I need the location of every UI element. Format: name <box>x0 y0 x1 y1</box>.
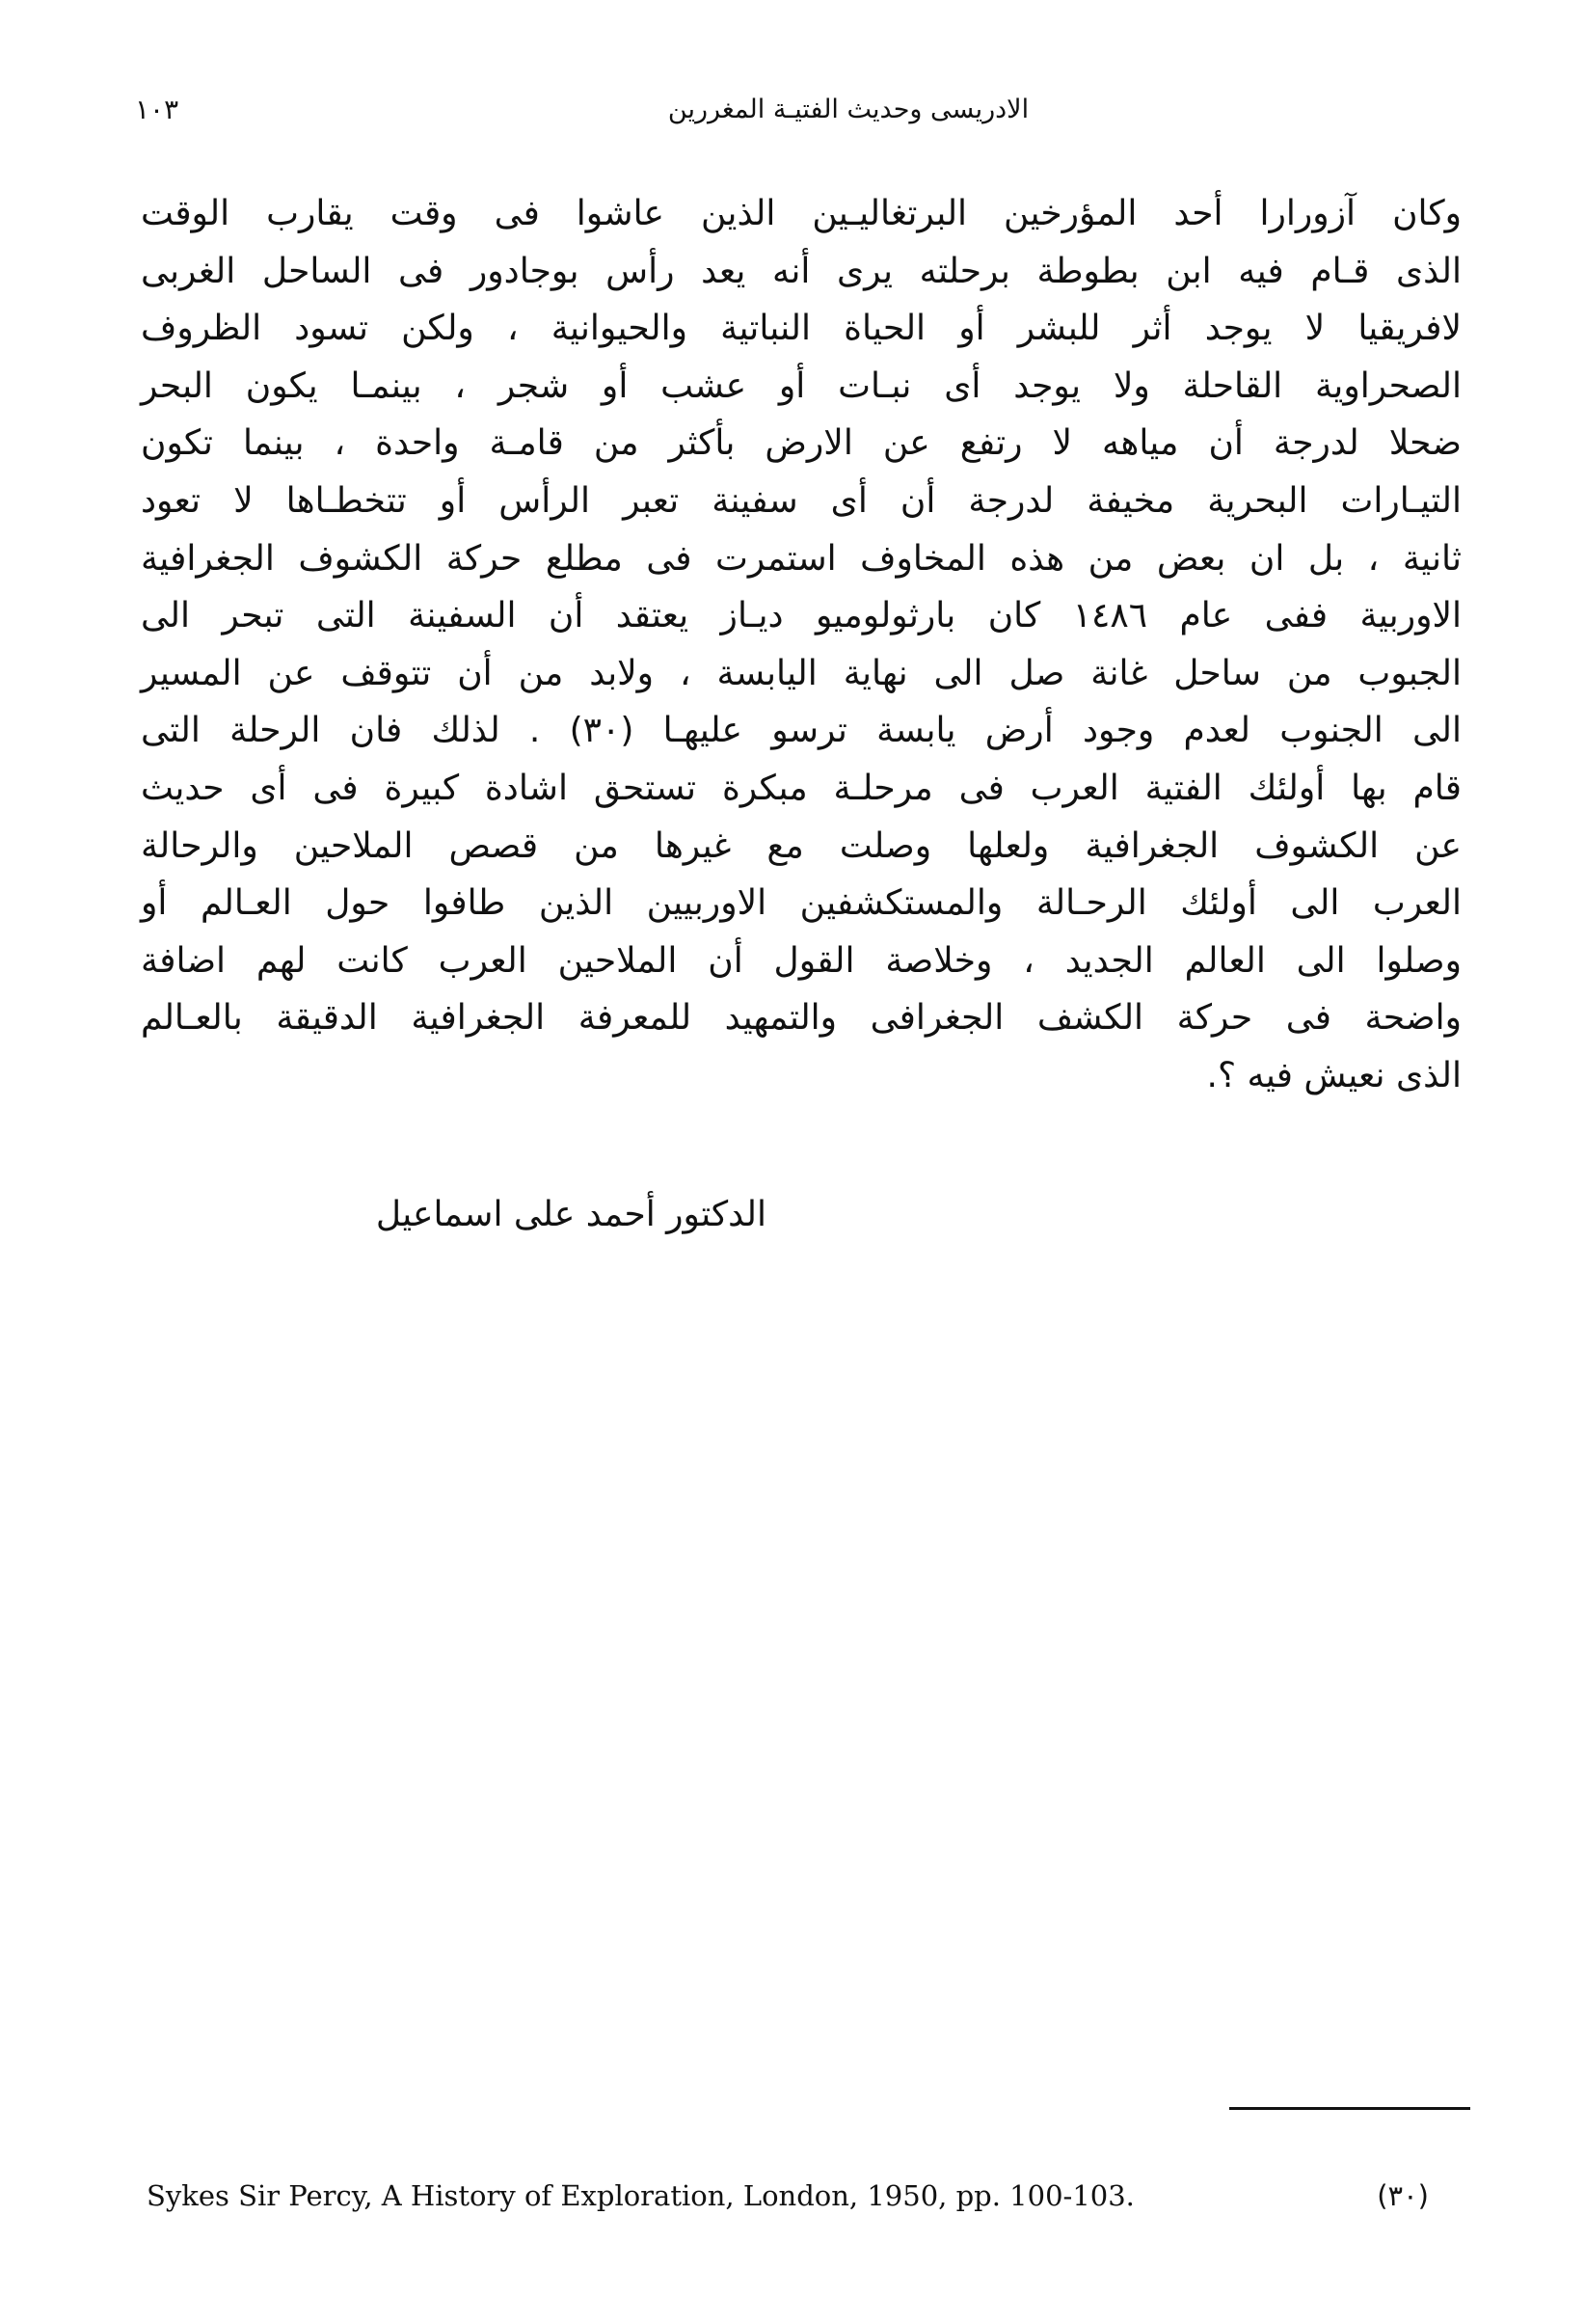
body-line: وصلوا الى العالم الجديد ، وخلاصة القول أن الملاحين العرب كانت لهم اضافة <box>141 940 1462 981</box>
author-signature: الدكتور أحمد على اسماعيل <box>375 1195 766 1234</box>
footnote-citation: Sykes Sir Percy, A History of Exploration, London, 1950, pp. 100-103. <box>147 2179 1135 2212</box>
body-line: الى الجنوب لعدم وجود أرض يابسة ترسو عليهـا (٣٠) . لذلك فان الرحلة التى <box>141 711 1462 751</box>
body-line: ضحلا لدرجة أن مياهه لا رتفع عن الارض بأكثر من قامـة واحدة ، بينما تكون <box>141 423 1462 464</box>
body-line: عن الكشوف الجغرافية ولعلها وصلت مع غيرها من قصص الملاحين والرحالة <box>141 825 1462 866</box>
body-line: التيـارات البحرية مخيفة لدرجة أن أى سفينة تعبر الرأس أو تتخطـاها لا تعود <box>141 480 1462 521</box>
page-number: ١٠٣ <box>135 94 179 125</box>
running-title: الادريسى وحديث الفتيـة المغررين <box>667 95 1030 124</box>
body-paragraph <box>141 185 1462 1105</box>
body-line: واضحة فى حركة الكشف الجغرافى والتمهيد للمعرفة الجغرافية الدقيقة بالعـالم <box>141 998 1462 1039</box>
footnote <box>147 2172 1429 2220</box>
page-header <box>135 89 1462 131</box>
body-line: الصحراوية القاحلة ولا يوجد أى نبـات أو عشب أو شجر ، بينمـا يكون البحر <box>141 365 1462 406</box>
body-line: الاوربية ففى عام ١٤٨٦ كان بارثولوميو ديـاز يعتقد أن السفينة التى تبحر الى <box>141 596 1462 636</box>
body-line: وكان آزورارا أحد المؤرخين البرتغاليـين الذين عاشوا فى وقت يقارب الوقت <box>141 194 1462 233</box>
body-line: الذى قـام فيه ابن بطوطة برحلته يرى أنه يعد رأس بوجادور فى الساحل الغربى <box>141 251 1462 291</box>
footnote-divider <box>1229 2107 1470 2110</box>
body-line: لافريقيا لا يوجد أثر للبشر أو الحياة النباتية والحيوانية ، ولكن تسود الظروف <box>141 309 1462 349</box>
body-line: العرب الى أولئك الرحـالة والمستكشفين الاوربيين الذين طافوا حول العـالم أو <box>141 883 1462 924</box>
body-line: الجبوب من ساحل غانة صل الى نهاية اليابسة ، ولابد من أن تتوقف عن المسير <box>141 653 1462 693</box>
body-line: الذى نعيش فيه ؟. <box>1206 1055 1462 1095</box>
footnote-marker: (٣٠) <box>1377 2179 1429 2212</box>
body-line: قام بها أولئك الفتية العرب فى مرحلـة مبكرة تستحق اشادة كبيرة فى أى حديث <box>141 768 1462 808</box>
body-line: ثانية ، بل ان بعض من هذه المخاوف استمرت فى مطلع حركة الكشوف الجغرافية <box>141 538 1462 579</box>
